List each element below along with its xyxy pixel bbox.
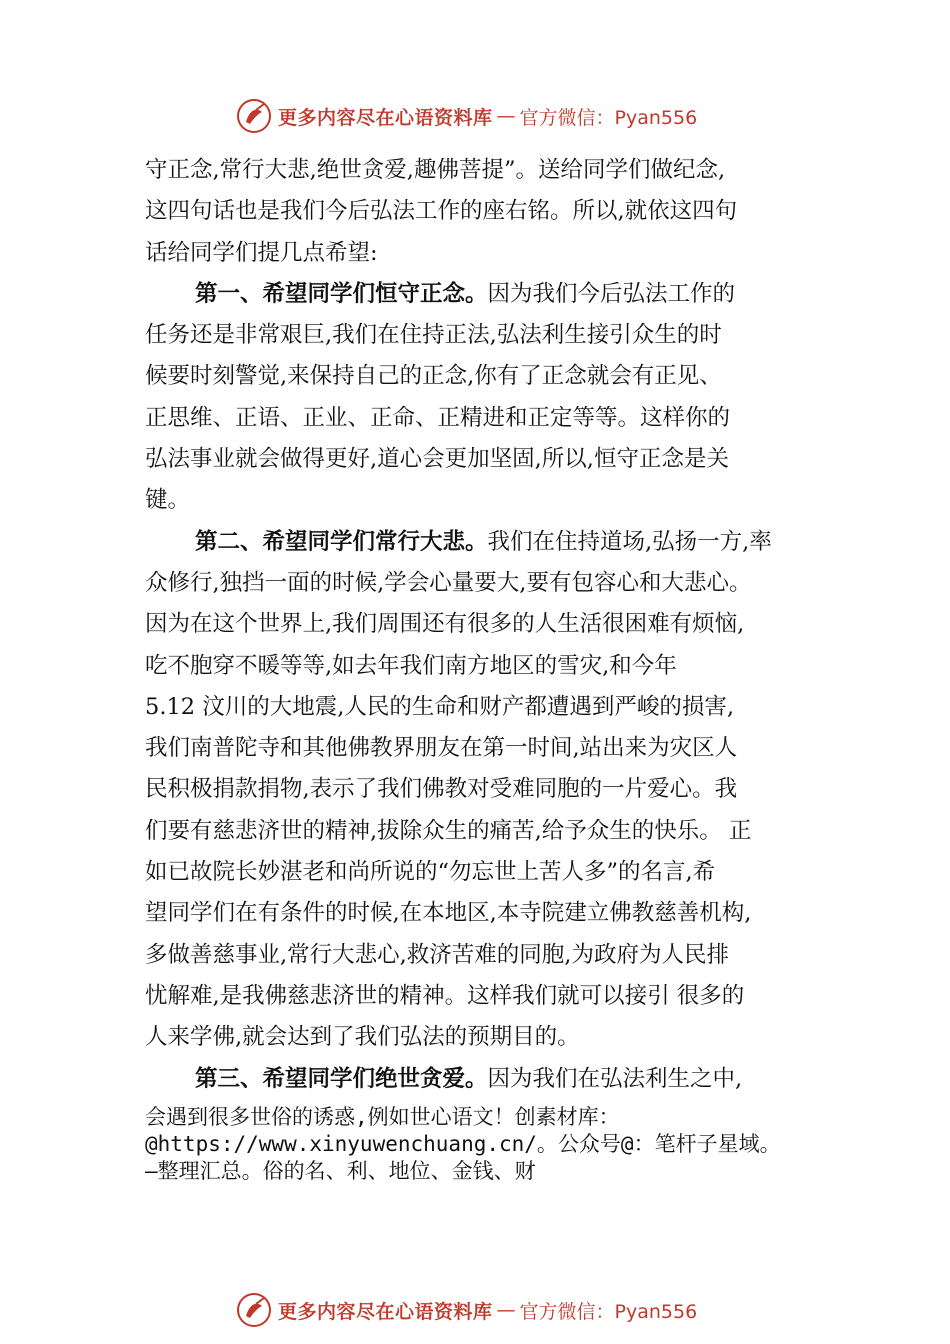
footer-brand: 更多内容尽在心语资料库 [278, 1300, 493, 1323]
footer-dash: — [496, 1299, 516, 1321]
text-line: 话给同学们提几点希望: [145, 239, 378, 266]
text-line: 键。 [145, 487, 191, 514]
text-line: 这四句话也是我们今后弘法工作的座右铭。所以,就依这四句 [145, 198, 738, 225]
text-line: 人来学佛,就会达到了我们弘法的预期目的。 [145, 1024, 580, 1051]
text-line: 多做善慈事业,常行大悲心,救济苦难的同胞,为政府为人民排 [145, 941, 729, 968]
page-footer [236, 1290, 756, 1330]
paragraph-2-first-line [145, 522, 845, 563]
paragraph-3-heading: 第三、希望同学们绝世贪爱。 [195, 1065, 488, 1092]
text-line: 任务还是非常艰巨,我们在住持正法,弘法利生接引众生的时 [145, 322, 722, 349]
text-line: 弘法事业就会做得更好,道心会更加坚固,所以,恒守正念是关 [145, 446, 729, 473]
text-line: 因为在这个世界上,我们周围还有很多的人生活很困难有烦恼, [145, 611, 745, 638]
paragraph-3-first-line [145, 1059, 845, 1100]
paragraph-1-heading: 第一、希望同学们恒守正念。 [195, 280, 488, 307]
text-line: 守正念,常行大悲,绝世贪爱,趣佛菩提”。送给同学们做纪念, [145, 157, 726, 183]
paragraph-1-opening: 因为我们今后弘法工作的 [487, 280, 736, 307]
body-text [145, 150, 845, 1185]
text-line: 正思维、正语、正业、正命、正精进和正定等等。这样你的 [145, 404, 731, 431]
brand-logo-icon [236, 98, 272, 134]
text-line: 如已故院长妙湛老和尚所说的“勿忘世上苦人多”的名言,希 [145, 859, 716, 886]
text-line: 候要时刻警觉,来保持自己的正念,你有了正念就会有正见、 [145, 363, 722, 390]
text-line: 我们南普陀寺和其他佛教界朋友在第一时间,站出来为灾区人 [145, 735, 738, 762]
source-note [145, 1104, 845, 1185]
page-header [236, 96, 756, 136]
header-brand: 更多内容尽在心语资料库 [278, 106, 493, 129]
text-line: 们要有慈悲济世的精神,拔除众生的痛苦,给予众生的快乐。 正 [145, 817, 752, 844]
paragraph-1-first-line [145, 274, 845, 315]
text-line: 会遇到很多世俗的诱惑,例如世心语文！创素材库： [145, 1104, 620, 1129]
footer-official: 官方微信：Pyan556 [519, 1300, 698, 1323]
text-line: 5.12 汶川的大地震,人民的生命和财产都遭遇到严峻的损害, [145, 693, 735, 720]
text-line: 忧解难,是我佛慈悲济世的精神。这样我们就可以接引 很多的 [145, 982, 745, 1009]
paragraph-3-opening: 因为我们在弘法利生之中, [487, 1065, 743, 1092]
text-line: —整理汇总。俗的名、利、地位、金钱、财 [145, 1158, 536, 1183]
text-line: 众修行,独挡一面的时候,学会心量要大,要有包容心和大悲心。 [145, 569, 752, 596]
header-official: 官方微信：Pyan556 [519, 106, 698, 129]
paragraph-2-opening: 我们在住持道场,弘扬一方,率 [487, 528, 772, 555]
text-line: 吃不胞穿不暖等等,如去年我们南方地区的雪灾,和今年 [145, 652, 677, 679]
brand-logo-icon [236, 1292, 272, 1328]
text-line: @https://www.xinyuwenchuang.cn/。公众号@：笔杆子星域。 [145, 1131, 781, 1156]
text-line: 民积极捐款捐物,表示了我们佛教对受难同胞的一片爱心。我 [145, 776, 738, 803]
header-dash: — [496, 105, 516, 127]
text-line: 望同学们在有条件的时候,在本地区,本寺院建立佛教慈善机构, [145, 900, 752, 927]
paragraph-2-heading: 第二、希望同学们常行大悲。 [195, 528, 488, 555]
